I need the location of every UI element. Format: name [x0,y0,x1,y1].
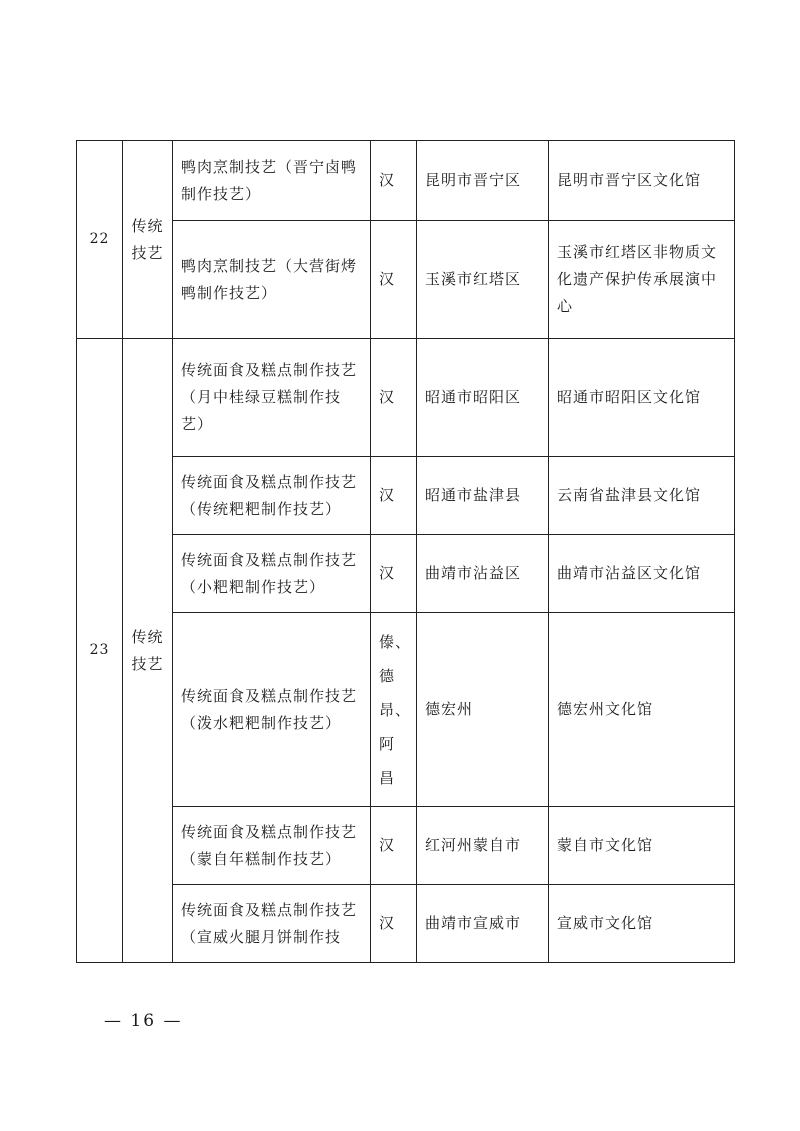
region-cell: 曲靖市沾益区 [417,535,549,613]
project-cell: 鸭肉烹制技艺（大营街烤 鸭制作技艺） [173,221,371,339]
region-cell: 昭通市盐津县 [417,457,549,535]
table-row [77,807,735,885]
region-cell: 曲靖市宣威市 [417,885,549,963]
item-number: 22 [77,141,123,339]
category-line: 传统 [131,216,164,235]
table-row [77,613,735,807]
ethnicity-cell: 汉 [371,535,417,613]
unit-cell: 玉溪市红塔区非物质文 化遗产保护传承展演中 心 [549,221,735,339]
project-cell: 传统面食及糕点制作技艺 （月中桂绿豆糕制作技 艺） [173,339,371,457]
unit-cell: 宣威市文化馆 [549,885,735,963]
table-row [77,885,735,963]
table-row [77,141,735,221]
category-line: 技艺 [131,243,164,262]
region-cell: 德宏州 [417,613,549,807]
category-cell [123,339,173,963]
ethnicity-cell: 汉 [371,807,417,885]
category-cell [123,141,173,339]
region-cell: 玉溪市红塔区 [417,221,549,339]
item-number: 23 [77,339,123,963]
table-row [77,457,735,535]
page-number: — 16 — [104,1011,183,1031]
category-line: 传统 [131,627,164,646]
category-line: 技艺 [131,654,164,673]
ethnicity-cell: 汉 [371,457,417,535]
unit-cell: 昆明市晋宁区文化馆 [549,141,735,221]
project-cell: 传统面食及糕点制作技艺 （泼水粑粑制作技艺） [173,613,371,807]
unit-cell: 昭通市昭阳区文化馆 [549,339,735,457]
table-row [77,339,735,457]
table-row [77,221,735,339]
ethnicity-cell: 汉 [371,221,417,339]
project-cell: 传统面食及糕点制作技艺 （小粑粑制作技艺） [173,535,371,613]
project-cell: 鸭肉烹制技艺（晋宁卤鸭 制作技艺） [173,141,371,221]
project-cell: 传统面食及糕点制作技艺 （蒙自年糕制作技艺） [173,807,371,885]
ethnicity-cell: 傣、 德 昂、 阿 昌 [371,613,417,807]
ethnicity-cell: 汉 [371,339,417,457]
project-cell: 传统面食及糕点制作技艺 （宣威火腿月饼制作技 [173,885,371,963]
unit-cell: 曲靖市沾益区文化馆 [549,535,735,613]
project-cell: 传统面食及糕点制作技艺 （传统粑粑制作技艺） [173,457,371,535]
ethnicity-cell: 汉 [371,141,417,221]
table-row [77,535,735,613]
region-cell: 昆明市晋宁区 [417,141,549,221]
region-cell: 红河州蒙自市 [417,807,549,885]
region-cell: 昭通市昭阳区 [417,339,549,457]
unit-cell: 蒙自市文化馆 [549,807,735,885]
unit-cell: 德宏州文化馆 [549,613,735,807]
ethnicity-cell: 汉 [371,885,417,963]
unit-cell: 云南省盐津县文化馆 [549,457,735,535]
heritage-table [76,140,735,963]
